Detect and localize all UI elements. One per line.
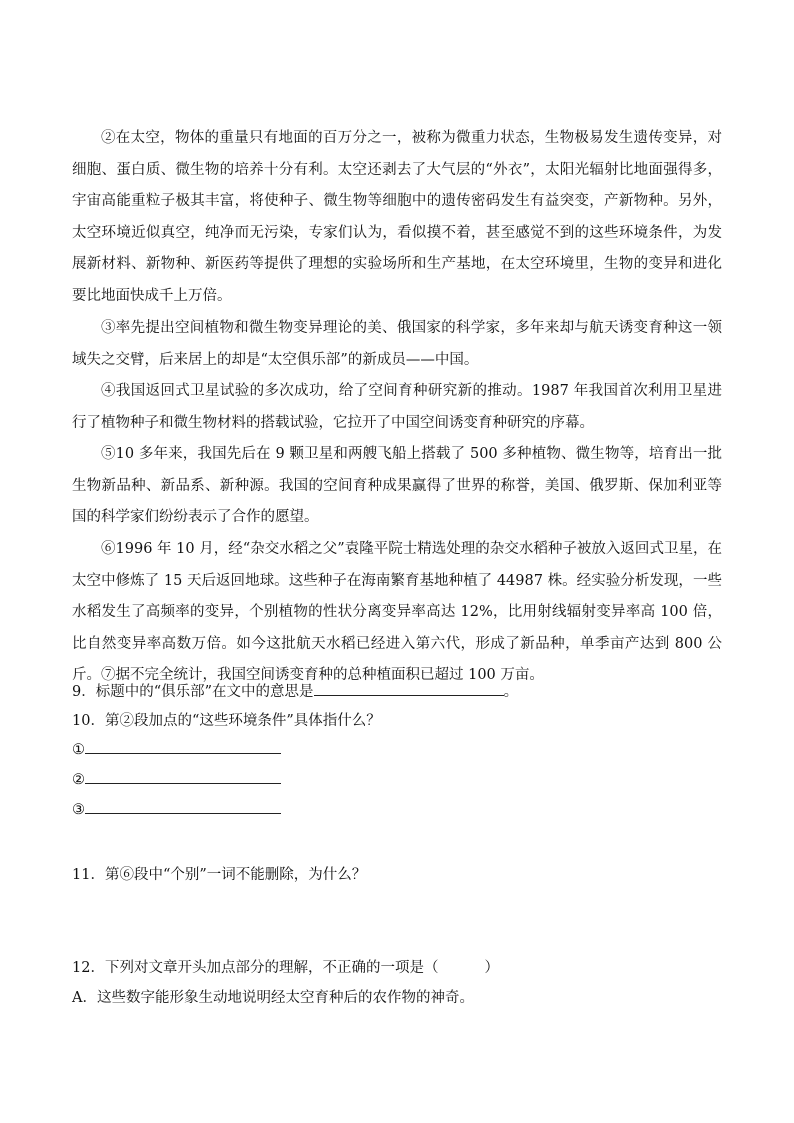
- paragraph-6: ⑥1996 年 10 月，经“杂交水稻之父”袁隆平院士精选处理的杂交水稻种子被放入返回式卫星，在太空中修炼了 15 天后返回地球。这些种子在海南繁育基地种植了 44987 株。经实验分析发现，一些水稻发生了高频率的变异，个别植物的性状分离变异率高达 12%，比用射线辐射变异率高 100 倍，比自然变异率高数万倍。如今这批航天水稻已经进入第六代，形成了新品种，单季亩产达到 800 公斤。: [72, 541, 722, 684]
- question-11: 11．第⑥段中“个别”一词不能删除，为什么？: [72, 867, 367, 883]
- question-9-answer-blank[interactable]: [314, 681, 504, 696]
- paragraph-5: ⑤10 多年来，我国先后在 9 颗卫星和两艘飞船上搭载了 500 多种植物、微生物等，培育出一批生物新品种、新品系、新种源。我国的空间育种成果赢得了世界的称誉，美国、俄罗斯、保加利亚等国的科学家们纷纷表示了合作的愿望。: [72, 446, 722, 526]
- question-10-item-1: [72, 738, 722, 762]
- paragraph-4: ④我国返回式卫星试验的多次成功，给了空间育种研究新的推动。1987 年我国首次利用卫星进行了植物种子和微生物材料的搭载试验，它拉开了中国空间诱变育种研究的序幕。: [72, 383, 722, 431]
- question-12-text: 12．下列对文章开头加点部分的理解，不正确的一项是（: [72, 960, 439, 976]
- question-10: 10．第②段加点的“这些环境条件”具体指什么？: [72, 713, 381, 729]
- question-10-answer-blank-1[interactable]: [85, 739, 281, 754]
- paragraph-3: ③率先提出空间植物和微生物变异理论的美、俄国家的科学家，多年来却与航天诱变育种这一领域失之交臂，后来居上的却是“太空俱乐部”的新成员——中国。: [72, 320, 722, 368]
- question-10-answer-blank-3[interactable]: [85, 799, 281, 814]
- question-10-item-2: [72, 768, 722, 792]
- question-9-text: 9．标题中的“俱乐部”在文中的意思是: [72, 684, 314, 700]
- question-12-option-a: A．这些数字能形象生动地说明经太空育种后的农作物的神奇。: [72, 990, 474, 1006]
- item-marker: ③: [72, 802, 85, 818]
- paragraph-2: ②在太空，物体的重量只有地面的百万分之一，被称为微重力状态，生物极易发生遗传变异，对细胞、蛋白质、微生物的培养十分有利。太空还剥去了大气层的“外衣”，太阳光辐射比地面强得多，宇宙高能重粒子极其丰富，将使种子、微生物等细胞中的遗传密码发生有益突变，产新物种。另外，太空环境近似真空，纯净而无污染，专家们认为，看似摸不着，甚至感觉不到的这些环境条件，为发展新材料、新物种、新医药等提供了理想的实验场所和生产基地，在太空环境里，生物的变异和进化要比地面快成千上万倍。: [72, 130, 722, 304]
- question-12: [72, 956, 722, 980]
- item-marker: ①: [72, 742, 85, 758]
- paragraph-7: ⑦据不完全统计，我国空间诱变育种的总种植面积已超过 100 万亩。: [101, 667, 544, 683]
- question-10-item-3: [72, 798, 722, 822]
- question-9: [72, 680, 722, 704]
- question-9-end: 。: [503, 684, 519, 700]
- item-marker: ②: [72, 772, 85, 788]
- question-12-end: ）: [484, 960, 499, 976]
- question-10-answer-blank-2[interactable]: [85, 769, 281, 784]
